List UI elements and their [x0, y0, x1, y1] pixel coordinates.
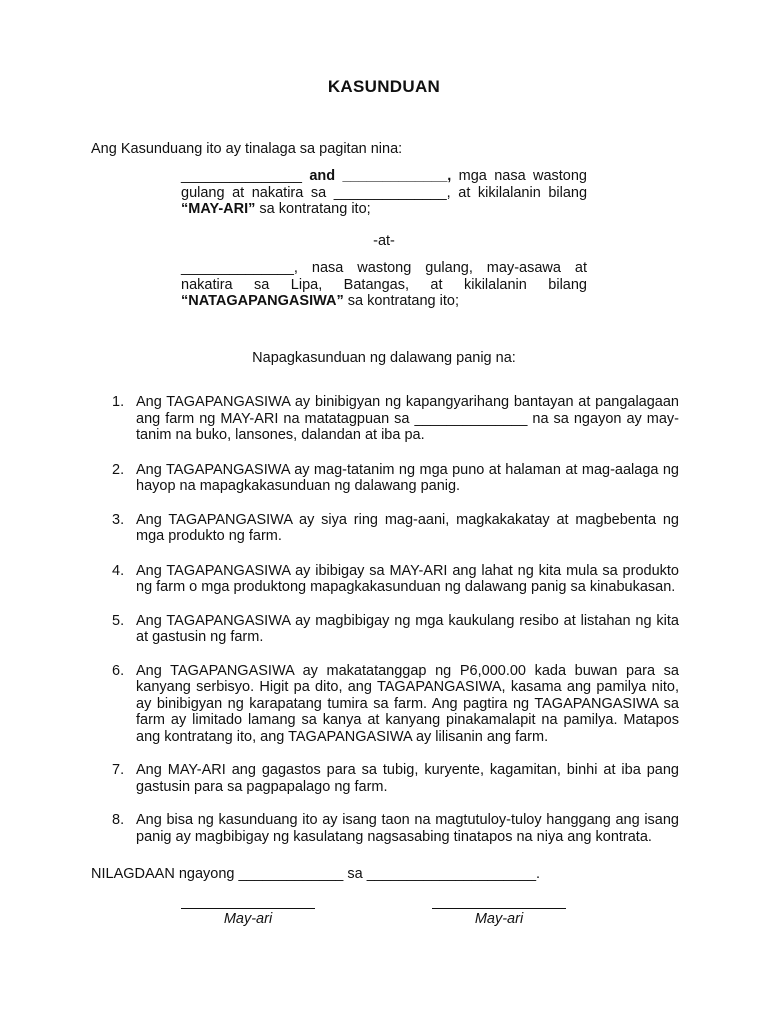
clause-item [112, 511, 679, 545]
party-one-block [181, 168, 587, 218]
party-one-address-blank: ______________, [333, 184, 451, 201]
separator-at: -at- [373, 233, 395, 249]
party-one-text-b: at kikilalanin bilang [458, 184, 588, 201]
clause-number: 4. [112, 562, 125, 579]
clause-number: 5. [112, 612, 125, 629]
party-one-role: “MAY-ARI” [181, 201, 256, 217]
party-two-role: “NATAGAPANGASIWA” [181, 293, 344, 309]
agreement-heading: Napagkasunduan ng dalawang panig na: [252, 350, 516, 366]
party-one-blank-2: _____________, [342, 168, 452, 184]
clause-number: 8. [112, 812, 125, 828]
signature-line-2 [432, 908, 566, 909]
clause-list [0, 394, 679, 845]
party-one-text-c: sa kontratang ito; [259, 201, 371, 217]
signature-label-2: May-ari [474, 911, 524, 927]
clause-text: Ang TAGAPANGASIWA ay binibigyan ng kapangyarihang bantayan at pangalagaan ang farm ng MAY-ARI na matatagpuan sa ______________ na sa ngayon ay may-tanim na buko, lansones, dalandan at iba pa. [136, 394, 679, 443]
clause-text: Ang MAY-ARI ang gagastos para sa tubig, kuryente, kagamitan, binhi at iba pang gastusin para sa pagpapalago ng farm. [136, 762, 679, 795]
clause-text: Ang bisa ng kasunduang ito ay isang taon na magtutuloy-tuloy hanggang ang isang panig ay magbibigay ng kasulatang nagsasabing tinatapos na niya ang kontrata. [136, 812, 679, 845]
intro-text: Ang Kasunduang ito ay tinalaga sa pagitan nina: [91, 141, 403, 157]
party-two-text-a: nasa wastong gulang, may-asawa at nakatira sa Lipa, Batangas, at kikilalanin bilang [181, 260, 587, 293]
clause-number: 7. [112, 762, 125, 778]
clause-text: Ang TAGAPANGASIWA ay magbibigay ng mga kaukulang resibo at listahan ng kita at gastusin ng farm. [136, 612, 679, 645]
party-two-text-b: sa kontratang ito; [347, 293, 459, 309]
clause-item [112, 762, 679, 795]
clause-text: Ang TAGAPANGASIWA ay makatatanggap ng P6,000.00 kada buwan para sa kanyang serbisyo. Higit pa dito, ang TAGAPANGASIWA, kasama ang pamilya nito, ay binibigyan ng karapatang tumira sa farm. Ang pagtira ng TAGAPANGASIWA sa farm ay limitado lamang sa kanya at kanyang pinakamalapit na pamilya. Matapos ang kontratang ito, ang TAGAPANGASIWA ay lilisanin ang farm. [136, 662, 679, 745]
party-two-blank: ______________, [181, 260, 298, 276]
document-title: KASUNDUAN [327, 77, 441, 96]
signature-line-1 [181, 908, 315, 909]
clause-item [112, 461, 679, 495]
party-two-block [181, 260, 587, 310]
clause-number: 3. [112, 511, 125, 528]
clause-item [112, 612, 679, 646]
signature-label-1: May-ari [223, 911, 273, 927]
signed-date-line: NILAGDAAN ngayong _____________ sa _____________________. [91, 866, 541, 882]
clause-text: Ang TAGAPANGASIWA ay mag-tatanim ng mga puno at halaman at mag-aalaga ng hayop na mapagkakasunduan ng dalawang panig. [136, 461, 679, 494]
clause-number: 2. [112, 461, 125, 478]
clause-item [112, 662, 679, 746]
clause-text: Ang TAGAPANGASIWA ay siya ring mag-aani, magkakakatay at magbebenta ng mga produkto ng farm. [136, 511, 679, 544]
clause-number: 1. [112, 394, 125, 410]
party-one-blank-1: _______________ [181, 168, 302, 184]
clause-item [112, 812, 679, 845]
clause-number: 6. [112, 662, 125, 679]
party-one-text-a: mga nasa wastong gulang at nakatira sa [181, 168, 587, 201]
party-one-and: and [309, 168, 336, 184]
clause-item [112, 394, 679, 444]
clause-text: Ang TAGAPANGASIWA ay ibibigay sa MAY-ARI ang lahat ng kita mula sa produkto ng farm o mga produktong mapagkakasunduan ng dalawang panig sa kinabukasan. [136, 562, 679, 595]
clause-item [112, 562, 679, 596]
